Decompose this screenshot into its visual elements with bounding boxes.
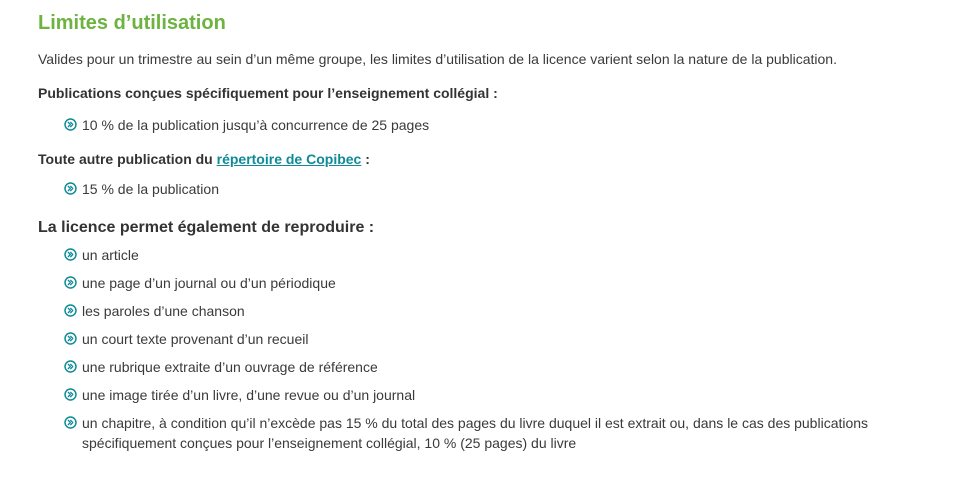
chevron-circle-right-icon (64, 248, 77, 261)
list-item (64, 357, 938, 377)
list-item (64, 179, 938, 199)
list-item-text: une image tirée d’un livre, d’une revue ou d’un journal (82, 387, 416, 403)
college-publications-label: Publications conçues spécifiquement pour l’enseignement collégial : (38, 85, 498, 101)
chevron-circle-right-icon (64, 360, 77, 373)
list-item (64, 413, 938, 453)
list-item (64, 385, 938, 405)
list-item (64, 245, 938, 265)
list-item-text: 15 % de la publication (82, 181, 219, 197)
chevron-circle-right-icon (64, 118, 77, 131)
chevron-circle-right-icon (64, 304, 77, 317)
chevron-circle-right-icon (64, 388, 77, 401)
other-limits-list (38, 179, 938, 199)
list-item-text: 10 % de la publication jusqu’à concurrence de 25 pages (82, 117, 430, 133)
list-item-text: un court texte provenant d’un recueil (82, 331, 309, 347)
other-publications-label (38, 149, 938, 169)
chevron-circle-right-icon (64, 332, 77, 345)
reproduce-heading: La licence permet également de reproduire : (38, 219, 375, 236)
list-item-text: un article (82, 247, 139, 263)
list-item-text: les paroles d’une chanson (82, 303, 245, 319)
chevron-circle-right-icon (64, 416, 77, 429)
list-item (64, 115, 938, 135)
reproduce-list (38, 245, 938, 453)
list-item-text: un chapitre, à condition qu’il n’excède pas 15 % du total des pages du livre duquel il est extrait ou, dans le cas des publications spécifiquement conçues pour l’enseignement collégial, 10 % (25 pages) du livre (82, 415, 869, 451)
list-item-text: une rubrique extraite d’un ouvrage de référence (82, 359, 378, 375)
list-item (64, 329, 938, 349)
list-item (64, 273, 938, 293)
chevron-circle-right-icon (64, 182, 77, 195)
chevron-circle-right-icon (64, 276, 77, 289)
other-label-prefix: Toute autre publication du (38, 151, 217, 167)
copibec-repertoire-link[interactable]: répertoire de Copibec (216, 151, 362, 167)
intro-paragraph: Valides pour un trimestre au sein d’un même groupe, les limites d’utilisation de la licence varient selon la nature de la publication. (38, 51, 837, 67)
page-title: Limites d’utilisation (38, 12, 226, 34)
other-label-suffix: : (361, 151, 370, 167)
college-limits-list (38, 115, 938, 135)
list-item (64, 301, 938, 321)
list-item-text: une page d’un journal ou d’un périodique (82, 275, 336, 291)
